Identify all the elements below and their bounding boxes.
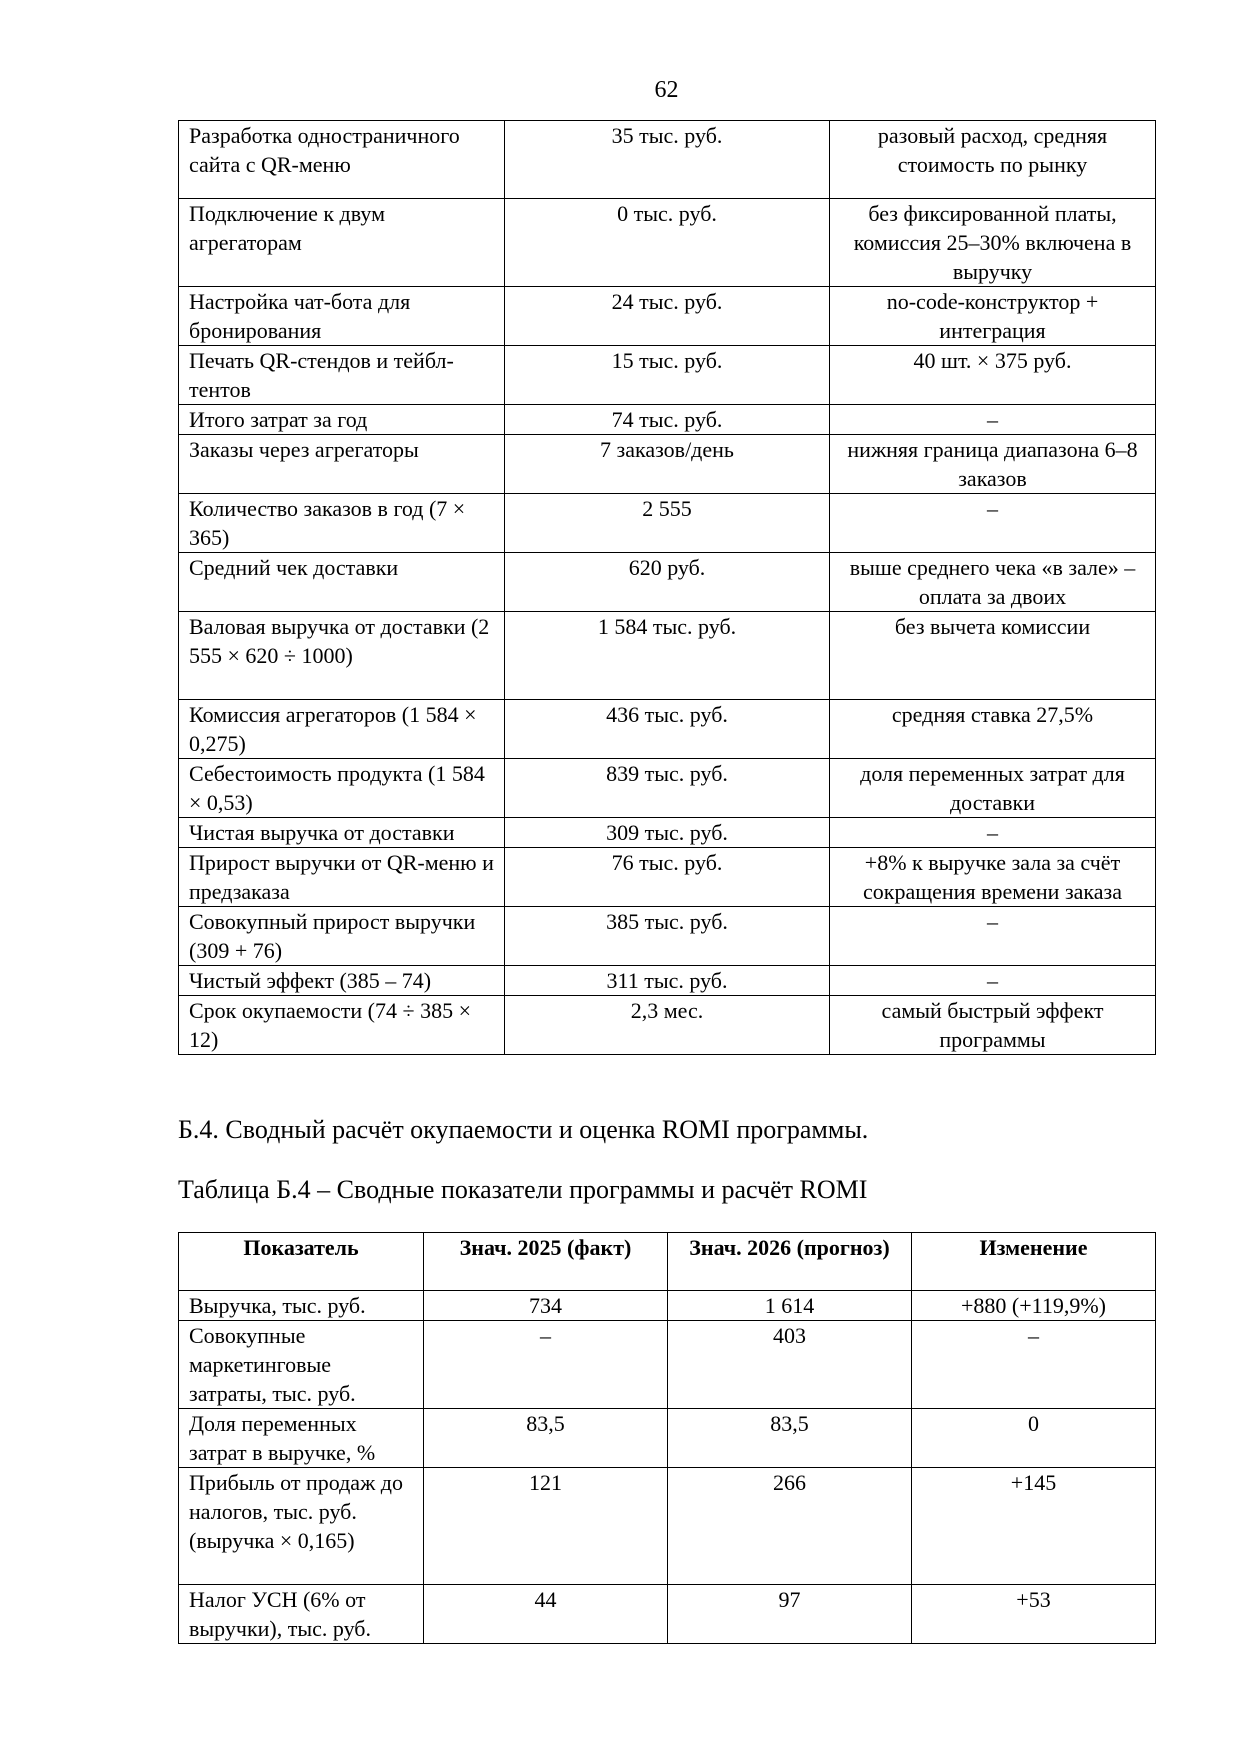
section-heading: Б.4. Сводный расчёт окупаемости и оценка ROMI программы. (178, 1115, 869, 1144)
table-cell-value-2026: 97 (668, 1585, 912, 1644)
table-cell-value-2025: 83,5 (424, 1409, 668, 1468)
table-cell-indicator: Печать QR-стендов и тейбл-тентов (179, 346, 505, 405)
table-cell-change: +53 (912, 1585, 1156, 1644)
table-cell-indicator: Количество заказов в год (7 × 365) (179, 494, 505, 553)
table-cell-comment: доля переменных затрат для доставки (830, 759, 1156, 818)
table-cell-value: 35 тыс. руб. (505, 121, 830, 199)
column-header: Знач. 2026 (прогноз) (668, 1233, 912, 1291)
table-cell-indicator: Средний чек доставки (179, 553, 505, 612)
table-row (179, 996, 1156, 1055)
table-cell-indicator: Прибыль от продаж до налогов, тыс. руб. (выручка × 0,165) (179, 1468, 424, 1585)
page-number: 62 (654, 77, 679, 103)
table-row (179, 199, 1156, 287)
cost-effect-table (178, 120, 1156, 1055)
table-row (179, 848, 1156, 907)
table-cell-value-2025: 44 (424, 1585, 668, 1644)
table-cell-comment: без вычета комиссии (830, 612, 1156, 700)
table-row (179, 405, 1156, 435)
column-header: Знач. 2025 (факт) (424, 1233, 668, 1291)
table-cell-comment: – (830, 405, 1156, 435)
table-cell-value: 7 заказов/день (505, 435, 830, 494)
table-cell-comment: +8% к выручке зала за счёт сокращения времени заказа (830, 848, 1156, 907)
romi-summary-table (178, 1232, 1156, 1644)
table-cell-indicator: Прирост выручки от QR-меню и предзаказа (179, 848, 505, 907)
table-cell-value-2026: 1 614 (668, 1291, 912, 1321)
table-cell-value: 76 тыс. руб. (505, 848, 830, 907)
table-cell-comment: без фиксированной платы, комиссия 25–30% включена в выручку (830, 199, 1156, 287)
table-cell-comment: нижняя граница диапазона 6–8 заказов (830, 435, 1156, 494)
table-cell-comment: разовый расход, средняя стоимость по рынку (830, 121, 1156, 199)
table-cell-value: 74 тыс. руб. (505, 405, 830, 435)
table-cell-value-2026: 83,5 (668, 1409, 912, 1468)
table-row (179, 818, 1156, 848)
table-cell-comment: средняя ставка 27,5% (830, 700, 1156, 759)
table-cell-value-2026: 266 (668, 1468, 912, 1585)
table-cell-change: +145 (912, 1468, 1156, 1585)
table-cell-value: 1 584 тыс. руб. (505, 612, 830, 700)
table-cell-indicator: Себестоимость продукта (1 584 × 0,53) (179, 759, 505, 818)
table-cell-indicator: Комиссия агрегаторов (1 584 × 0,275) (179, 700, 505, 759)
table-cell-indicator: Срок окупаемости (74 ÷ 385 × 12) (179, 996, 505, 1055)
table-cell-value: 839 тыс. руб. (505, 759, 830, 818)
table-cell-comment: – (830, 966, 1156, 996)
table-cell-indicator: Чистый эффект (385 – 74) (179, 966, 505, 996)
table-row (179, 700, 1156, 759)
table-cell-value-2025: 734 (424, 1291, 668, 1321)
table-cell-indicator: Чистая выручка от доставки (179, 818, 505, 848)
table-row (179, 1585, 1156, 1644)
table-cell-comment: no-code-конструктор + интеграция (830, 287, 1156, 346)
table-cell-value-2025: 121 (424, 1468, 668, 1585)
table-row (179, 966, 1156, 996)
table-row (179, 287, 1156, 346)
table-cell-value-2026: 403 (668, 1321, 912, 1409)
table-cell-indicator: Совокупные маркетинговые затраты, тыс. руб. (179, 1321, 424, 1409)
table-row (179, 553, 1156, 612)
table-cell-indicator: Доля переменных затрат в выручке, % (179, 1409, 424, 1468)
table-cell-indicator: Валовая выручка от доставки (2 555 × 620 ÷ 1000) (179, 612, 505, 700)
table-cell-indicator: Настройка чат-бота для бронирования (179, 287, 505, 346)
table-row (179, 121, 1156, 199)
table-row (179, 759, 1156, 818)
table-cell-indicator: Разработка одностраничного сайта с QR-меню (179, 121, 505, 199)
table-cell-comment: – (830, 494, 1156, 553)
table-cell-value: 309 тыс. руб. (505, 818, 830, 848)
table-cell-value: 436 тыс. руб. (505, 700, 830, 759)
table-cell-value: 2 555 (505, 494, 830, 553)
column-header: Показатель (179, 1233, 424, 1291)
table-caption: Таблица Б.4 – Сводные показатели программы и расчёт ROMI (178, 1175, 868, 1204)
table-row (179, 612, 1156, 700)
table-cell-indicator: Налог УСН (6% от выручки), тыс. руб. (179, 1585, 424, 1644)
table-cell-value: 311 тыс. руб. (505, 966, 830, 996)
table-row (179, 907, 1156, 966)
table-row (179, 1321, 1156, 1409)
table-cell-indicator: Подключение к двум агрегаторам (179, 199, 505, 287)
table-cell-value: 24 тыс. руб. (505, 287, 830, 346)
table-cell-value-2025: – (424, 1321, 668, 1409)
table-cell-value: 620 руб. (505, 553, 830, 612)
table-row (179, 1468, 1156, 1585)
table-row (179, 1409, 1156, 1468)
table-cell-indicator: Итого затрат за год (179, 405, 505, 435)
table-cell-value: 0 тыс. руб. (505, 199, 830, 287)
table-header-row (179, 1233, 1156, 1291)
table-cell-comment: – (830, 907, 1156, 966)
table-row (179, 1291, 1156, 1321)
table-cell-indicator: Заказы через агрегаторы (179, 435, 505, 494)
table-cell-change: – (912, 1321, 1156, 1409)
table-cell-comment: самый быстрый эффект программы (830, 996, 1156, 1055)
table-cell-change: +880 (+119,9%) (912, 1291, 1156, 1321)
table-row (179, 494, 1156, 553)
table-cell-value: 15 тыс. руб. (505, 346, 830, 405)
table-cell-comment: выше среднего чека «в зале» – оплата за двоих (830, 553, 1156, 612)
table-cell-indicator: Совокупный прирост выручки (309 + 76) (179, 907, 505, 966)
table-cell-comment: – (830, 818, 1156, 848)
table-cell-value: 2,3 мес. (505, 996, 830, 1055)
column-header: Изменение (912, 1233, 1156, 1291)
table-cell-comment: 40 шт. × 375 руб. (830, 346, 1156, 405)
table-cell-change: 0 (912, 1409, 1156, 1468)
table-cell-value: 385 тыс. руб. (505, 907, 830, 966)
table-row (179, 435, 1156, 494)
table-row (179, 346, 1156, 405)
table-cell-indicator: Выручка, тыс. руб. (179, 1291, 424, 1321)
